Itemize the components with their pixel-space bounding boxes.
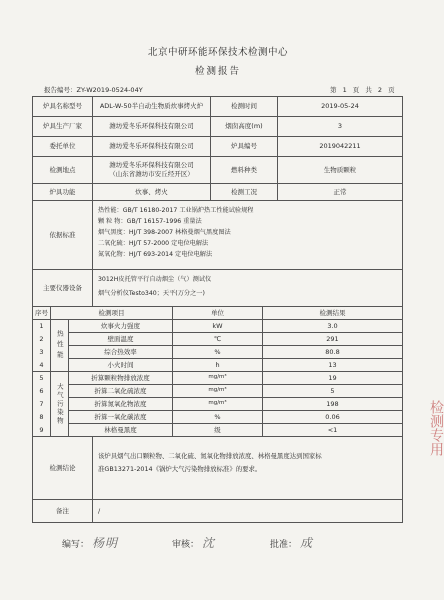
row-item: 炊事火力强度: [101, 321, 140, 330]
model-label: 炉具名称型号: [43, 102, 82, 111]
row-no: 6: [39, 386, 44, 395]
row-unit: h: [215, 360, 220, 369]
row-item: 林格曼黑度: [104, 425, 137, 434]
row-unit: %: [214, 347, 221, 356]
row-unit: %: [214, 412, 221, 421]
row-item: 综合热效率: [104, 347, 137, 356]
col-header-result: 检测结果: [319, 308, 346, 317]
row-no: 1: [39, 321, 44, 330]
stove-function-label: 炉具功能: [49, 187, 76, 196]
manufacturer-value: 潍坊爱冬乐环保科技有限公司: [109, 122, 194, 131]
client-value: 潍坊爱冬乐环保科技有限公司: [109, 142, 194, 151]
col-header-unit: 单位: [211, 308, 224, 317]
row-result: <1: [327, 425, 338, 434]
row-result: 291: [326, 334, 339, 343]
instruments-label: 主要仪器设备: [43, 283, 82, 292]
inspection-stamp: 检测专用: [428, 400, 444, 456]
test-site-line-2: （山东省潍坊市安丘经开区）: [109, 170, 194, 178]
conclusion-line-2: 准GB13271-2014《锅炉大气污染物排放标准》的要求。: [98, 465, 262, 473]
client-label: 委托单位: [49, 142, 76, 151]
row-unit: ℃: [213, 334, 222, 343]
test-condition-label: 检测工况: [231, 187, 257, 196]
row-item: 折算氮氧化物浓度: [94, 399, 147, 408]
chimney-height-value: 3: [337, 122, 343, 131]
row-item: 折算颗粒物排放浓度: [91, 373, 150, 382]
row-result: 198: [326, 399, 339, 408]
compiled-by-signature: 杨明: [92, 536, 119, 550]
row-no: 3: [39, 347, 44, 356]
row-no: 9: [39, 425, 44, 434]
basis-line: 颗 粒 物：GB/T 16157-1996 重量法: [98, 218, 202, 225]
approved-by-signature: 成: [300, 536, 314, 550]
row-item: 折算一氧化碳浓度: [94, 412, 147, 421]
row-result: 13: [328, 360, 337, 369]
row-unit: mg/m³: [208, 387, 227, 394]
test-site-line-1: 潍坊爱冬乐环保科技有限公司: [109, 161, 194, 170]
chimney-height-label: 烟囱高度(m): [225, 122, 263, 131]
test-time-value: 2019-05-24: [321, 102, 359, 111]
stove-number-value: 2019042211: [319, 142, 361, 151]
group-thermal-performance: 热性能: [55, 329, 64, 362]
row-no: 8: [39, 412, 44, 421]
manufacturer-label: 炉具生产厂家: [43, 122, 82, 131]
instruments-line-1: 3012H皮托管平行自动烟尘（气）测试仪: [98, 276, 212, 283]
row-no: 4: [39, 360, 44, 369]
basis-line: 烟气黑度：HJ/T 398-2007 林格曼烟气黑度图法: [98, 229, 231, 236]
compiled-by-label: 编写：: [62, 540, 90, 550]
organization-title: 北京中研环能环保技术检测中心: [147, 47, 288, 58]
reviewed-by-label: 审核：: [172, 540, 200, 550]
fuel-type-label: 燃料种类: [231, 165, 257, 174]
row-result: 5: [330, 386, 335, 395]
col-header-no: 序号: [35, 308, 48, 317]
conclusion-label: 检测结论: [49, 463, 76, 472]
stove-function-value: 炊事、烤火: [135, 187, 168, 196]
approved-by-label: 批准：: [270, 540, 298, 550]
row-result: 80.8: [325, 347, 340, 356]
basis-line: 热性能：GB/T 16180-2017 工业锅炉热工性能试验规程: [98, 207, 254, 214]
row-result: 19: [328, 373, 337, 382]
reviewed-by-signature: 沈: [202, 536, 216, 550]
row-item: 壁面温度: [107, 334, 134, 343]
group-air-pollutants: 大气污染物: [55, 382, 64, 426]
basis-label: 依据标准: [49, 230, 76, 239]
test-site-label: 检测地点: [49, 165, 76, 174]
basis-line: 氮氧化物：HJ/T 693-2014 定电位电解法: [98, 251, 213, 258]
row-unit: mg/m³: [208, 374, 227, 381]
remark-label: 备注: [56, 506, 69, 515]
row-result: 3.0: [327, 321, 338, 330]
page-indicator: 第 1 页 共 2 页: [330, 86, 395, 94]
test-condition-value: 正常: [333, 187, 347, 196]
basis-line: 二氧化硫：HJ/T 57-2000 定电位电解法: [98, 240, 209, 247]
test-time-label: 检测时间: [231, 102, 257, 111]
fuel-type-value: 生物质颗粒: [323, 165, 357, 174]
row-no: 7: [39, 399, 44, 408]
instruments-line-2: 烟气分析仪Testo340；天平(万分之一): [98, 290, 205, 297]
report-table: [32, 96, 403, 551]
remark-value: /: [98, 506, 101, 515]
row-unit: 级: [214, 425, 221, 434]
row-item: 小火时间: [107, 360, 134, 369]
row-unit: kW: [212, 321, 223, 330]
row-no: 5: [39, 373, 44, 382]
conclusion-line-1: 该炉具烟气出口颗粒物、二氧化硫、氮氧化物排放浓度、林格曼黑度达到国家标: [98, 452, 322, 460]
row-no: 2: [39, 334, 44, 343]
test-site-value: [93, 157, 210, 183]
row-item: 折算二氧化硫浓度: [94, 386, 147, 395]
stove-number-label: 炉具编号: [231, 142, 257, 151]
col-header-item: 检测项目: [98, 308, 125, 317]
report-number: 报告编号：ZY-W2019-0524-04Y: [44, 86, 143, 94]
document-title: 检测报告: [194, 66, 241, 77]
row-unit: mg/m³: [208, 400, 227, 407]
row-result: 0.06: [325, 412, 340, 421]
model-value: ADL-W-50半自动生物质炊事烤火炉: [99, 102, 204, 111]
